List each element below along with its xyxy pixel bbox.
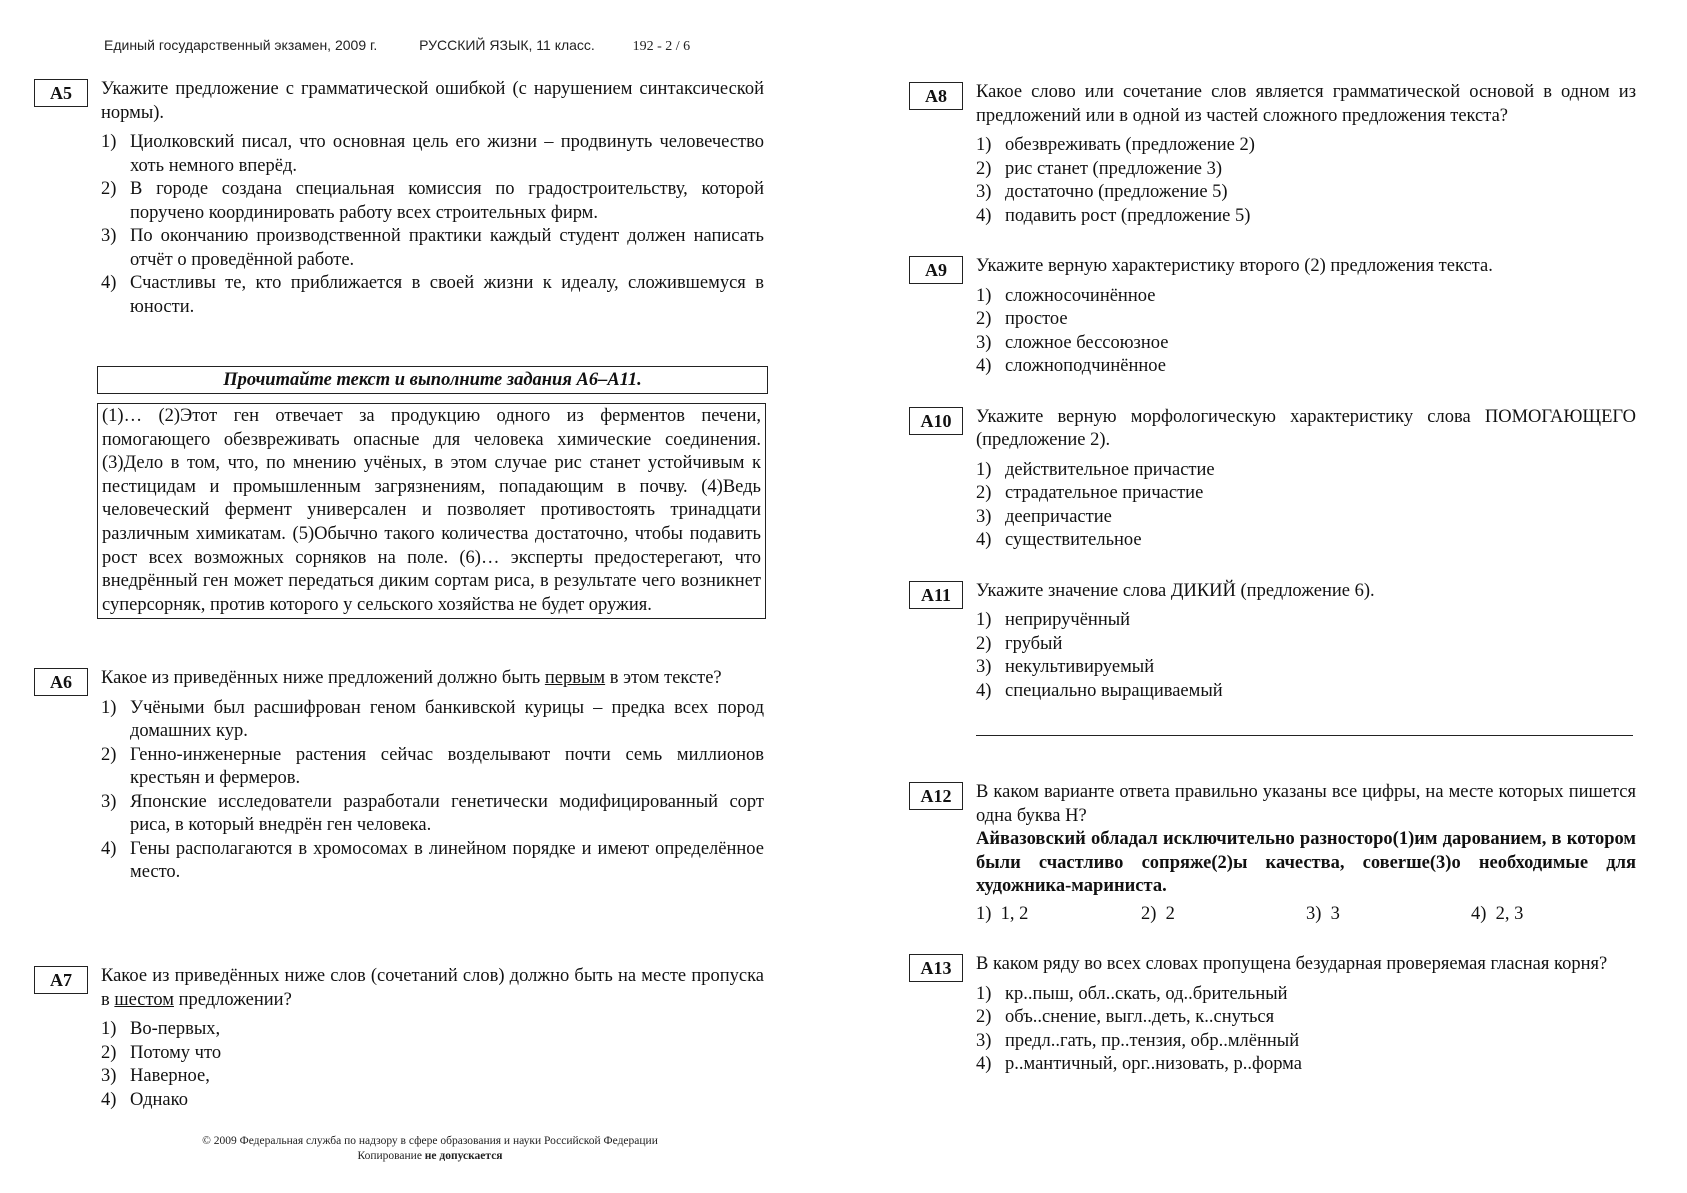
option-number: 1)	[976, 285, 992, 306]
option-text: р..мантичный, орг..низовать, р..форма	[1005, 1054, 1302, 1074]
task-label: А8	[909, 82, 963, 110]
option-number: 2)	[976, 158, 992, 179]
option-text: специально выращиваемый	[1005, 680, 1223, 701]
task-question: Укажите предложение с грамматической ошибкой (с нарушением синтаксической нормы).	[101, 79, 764, 123]
options-list	[976, 134, 1636, 228]
option-text: сложносочинённое	[1005, 285, 1156, 306]
task-label: А12	[909, 782, 963, 810]
option-number: 3)	[101, 1066, 117, 1086]
option-number: 2)	[101, 744, 117, 765]
option[interactable]	[101, 1042, 764, 1066]
option[interactable]	[976, 158, 1636, 182]
task-label: А5	[34, 79, 88, 107]
option[interactable]	[976, 529, 1636, 553]
option[interactable]	[976, 609, 1636, 633]
option-text: Гены располагаются в хромосомах в линейном порядке и имеют определённое место.	[130, 838, 764, 882]
option-text: Учёными был расшифрован геном банкивской курицы – предка всех пород домашних кур.	[130, 697, 764, 741]
task-question: Какое слово или сочетание слов является грамматической основой в одном из предложений или в одной из частей сложного предложения текста?	[976, 82, 1636, 126]
option-text: рис станет (предложение 3)	[1005, 158, 1223, 179]
option-number: 1)	[976, 610, 992, 630]
option-number: 3)	[1306, 903, 1322, 924]
option-text: Счастливы те, кто приближается в своей жизни к идеалу, сложившемуся в юности.	[130, 273, 764, 317]
option-number: 1)	[101, 1019, 117, 1039]
option-text: 2, 3	[1495, 903, 1524, 924]
task-label: А7	[34, 966, 88, 994]
option-number: 3)	[976, 182, 992, 202]
option-text: Наверное,	[130, 1066, 210, 1086]
option-text: Во-первых,	[130, 1019, 221, 1039]
option-number: 4)	[976, 680, 992, 701]
option-number: 3)	[101, 226, 117, 246]
option-number: 2)	[101, 1042, 117, 1063]
task-a10	[909, 406, 1636, 553]
option[interactable]	[101, 697, 764, 744]
option-number: 2)	[976, 309, 992, 329]
option-number: 2)	[1141, 903, 1157, 924]
option-text: грубый	[1005, 633, 1063, 654]
task-label: А13	[909, 954, 963, 982]
option-number: 1)	[976, 135, 992, 155]
option-number: 3)	[976, 1030, 992, 1051]
underlined-word: шестом	[114, 989, 174, 1010]
task-question: Какое из приведённых ниже предложений должно быть первым в этом тексте?	[101, 668, 722, 688]
option-number: 1)	[976, 983, 992, 1004]
option-text: кр..пыш, обл..скать, од..брительный	[1005, 983, 1288, 1004]
reading-instruction: Прочитайте текст и выполните задания А6–А11.	[97, 366, 768, 394]
option-text: предл..гать, пр..тензия, обр..млённый	[1005, 1030, 1300, 1051]
option-number: 4)	[101, 838, 117, 859]
task-label: А10	[909, 407, 963, 435]
options-list	[976, 609, 1636, 703]
option-number: 2)	[101, 179, 117, 199]
options-list	[976, 285, 1636, 379]
task-question: Укажите верную морфологическую характеристику слова ПОМОГАЮЩЕГО (предложение 2).	[976, 406, 1636, 450]
copyright-line: © 2009 Федеральная служба по надзору в сфере образования и науки Российской Федерации	[202, 1135, 658, 1147]
task-a6	[34, 667, 764, 885]
option[interactable]	[976, 1006, 1636, 1030]
reading-passage: (1)… (2)Этот ген отвечает за продукцию одного из ферментов печени, помогающего обезвреживать опасные для человека химические соединения. (3)Дело в том, что, по мнению учёных, в этом случае рис станет устойчивым к пестицидам и промышленным загрязнениям, попадающим в почву. (4)Ведь человеческий фермент универсален и позволяет противостоять тринадцати различным химикатам. (5)Обычно такого количества достаточно, чтобы подавить рост всех возможных сорняков на поле. (6)… эксперты предостерегают, что внедрённый ген может передаться диким сортам риса, в результате чего возникнет суперсорняк, против которого у сельского хозяйства не будет оружия.	[97, 403, 766, 619]
task-label: А6	[34, 668, 88, 696]
option[interactable]	[976, 506, 1636, 530]
copy-notice-bold: не допускается	[424, 1150, 503, 1162]
option[interactable]	[101, 744, 764, 791]
task-a9	[909, 255, 1636, 379]
option-text: Однако	[130, 1089, 188, 1110]
option-number: 2)	[976, 1007, 992, 1027]
options-list	[101, 697, 764, 885]
option-number: 4)	[101, 273, 117, 293]
task-question: В каком варианте ответа правильно указаны все цифры, на месте которых пишется одна буква Н?	[976, 782, 1636, 826]
option-number: 4)	[976, 530, 992, 550]
task-a5	[34, 78, 764, 319]
task-sentence: Айвазовский обладал исключительно разносторо(1)им дарованием, в котором были счастливо сопряже(2)ы качества, совerше(3)о необходимые для художника-мариниста.	[976, 829, 1636, 896]
task-label: А9	[909, 256, 963, 284]
option-text: страдательное причастие	[1005, 483, 1204, 503]
option[interactable]	[976, 332, 1636, 356]
option-number: 3)	[976, 657, 992, 677]
task-a8	[909, 81, 1636, 228]
option-text: Японские исследователи разработали генетически модифицированный сорт риса, в который внедрён ген человека.	[130, 791, 764, 835]
option[interactable]	[976, 205, 1636, 229]
right-column-lower	[909, 781, 1636, 1077]
option-number: 1)	[101, 132, 117, 152]
option[interactable]	[976, 459, 1636, 483]
right-column	[909, 81, 1636, 703]
option-number: 3)	[976, 332, 992, 353]
option[interactable]	[101, 1018, 764, 1042]
option[interactable]	[976, 656, 1636, 680]
task-question: Укажите значение слова ДИКИЙ (предложение 6).	[976, 580, 1375, 601]
option[interactable]	[976, 285, 1636, 309]
option-text: сложное бессоюзное	[1005, 332, 1169, 353]
section-divider	[976, 735, 1633, 736]
option[interactable]	[976, 181, 1636, 205]
option-number: 2)	[976, 483, 992, 503]
task-question: Какое из приведённых ниже слов (сочетаний слов) должно быть на месте пропуска в шестом предложении?	[101, 966, 764, 1010]
task-a13	[909, 953, 1636, 1077]
option-number: 4)	[1471, 903, 1487, 924]
option[interactable]	[101, 838, 764, 885]
task-question: В каком ряду во всех словах пропущена безударная проверяемая гласная корня?	[976, 954, 1608, 974]
option-text: объ..снение, выгл..деть, к..снуться	[1005, 1007, 1275, 1027]
option-text: Циолковский писал, что основная цель его жизни – продвинуть человечество хоть немного вперёд.	[130, 132, 764, 176]
option-number: 2)	[976, 633, 992, 654]
option-text: По окончанию производственной практики каждый студент должен написать отчёт о проведённой работе.	[130, 226, 764, 270]
option[interactable]	[976, 903, 1141, 927]
option[interactable]	[101, 1089, 764, 1113]
option-number: 1)	[101, 697, 117, 718]
option[interactable]	[976, 680, 1636, 704]
option[interactable]	[101, 225, 764, 272]
option-number: 4)	[101, 1089, 117, 1110]
options-list	[101, 1018, 764, 1112]
task-a12	[909, 781, 1636, 926]
option-number: 1)	[976, 459, 992, 480]
option[interactable]	[1141, 903, 1306, 927]
exam-title: Единый государственный экзамен, 2009 г.	[104, 37, 378, 53]
left-column-lower	[34, 667, 764, 885]
option[interactable]	[976, 1053, 1636, 1077]
option[interactable]	[101, 131, 764, 178]
option[interactable]	[1471, 903, 1636, 927]
underlined-word: первым	[544, 668, 606, 688]
options-list	[101, 131, 764, 319]
option-number: 4)	[976, 356, 992, 376]
option-number: 1)	[976, 903, 992, 924]
option-text: достаточно (предложение 5)	[1005, 182, 1228, 202]
page-footer	[160, 1134, 700, 1164]
option-text: деепричастие	[1005, 506, 1112, 527]
left-column-bottom	[34, 965, 764, 1112]
task-question: Укажите верную характеристику второго (2) предложения текста.	[976, 256, 1493, 276]
option-text: некультивируемый	[1005, 657, 1155, 677]
page-number: 192 - 2 / 6	[632, 39, 691, 54]
option-text: действительное причастие	[1005, 459, 1215, 480]
task-a7	[34, 965, 764, 1112]
option-number: 3)	[976, 506, 992, 527]
options-list	[976, 903, 1636, 927]
option[interactable]	[976, 983, 1636, 1007]
subject-title: РУССКИЙ ЯЗЫК, 11 класс.	[419, 37, 595, 53]
option-text: Генно-инженерные растения сейчас возделывают почти семь миллионов крестьян и фермеров.	[130, 744, 764, 788]
option[interactable]	[976, 134, 1636, 158]
options-list	[976, 983, 1636, 1077]
copy-notice: Копирование не допускается	[357, 1150, 503, 1162]
option[interactable]	[101, 1065, 764, 1089]
option[interactable]	[976, 482, 1636, 506]
option[interactable]	[976, 355, 1636, 379]
option[interactable]	[976, 308, 1636, 332]
option-text: обезвреживать (предложение 2)	[1005, 135, 1255, 155]
option-text: В городе создана специальная комиссия по градостроительству, которой поручено координировать работу всех строительных фирм.	[130, 179, 764, 223]
option-number: 4)	[976, 1054, 992, 1074]
option[interactable]	[1306, 903, 1471, 927]
option-text: 2	[1165, 903, 1175, 924]
option[interactable]	[976, 1030, 1636, 1054]
task-a11	[909, 580, 1636, 704]
left-column	[34, 78, 764, 319]
option-text: подавить рост (предложение 5)	[1005, 205, 1251, 226]
page-header	[104, 37, 690, 55]
options-list	[976, 459, 1636, 553]
option-text: простое	[1005, 309, 1068, 329]
option-text: 1, 2	[1000, 903, 1029, 924]
option-number: 3)	[101, 791, 117, 812]
option-number: 4)	[976, 205, 992, 226]
option-text: Потому что	[130, 1042, 222, 1063]
option-text: неприручённый	[1005, 610, 1131, 630]
option[interactable]	[976, 633, 1636, 657]
option[interactable]	[101, 791, 764, 838]
task-label: А11	[909, 581, 963, 609]
option-text: сложноподчинённое	[1005, 356, 1166, 376]
option[interactable]	[101, 178, 764, 225]
option-text: 3	[1330, 903, 1340, 924]
option-text: существительное	[1005, 530, 1142, 550]
option[interactable]	[101, 272, 764, 319]
